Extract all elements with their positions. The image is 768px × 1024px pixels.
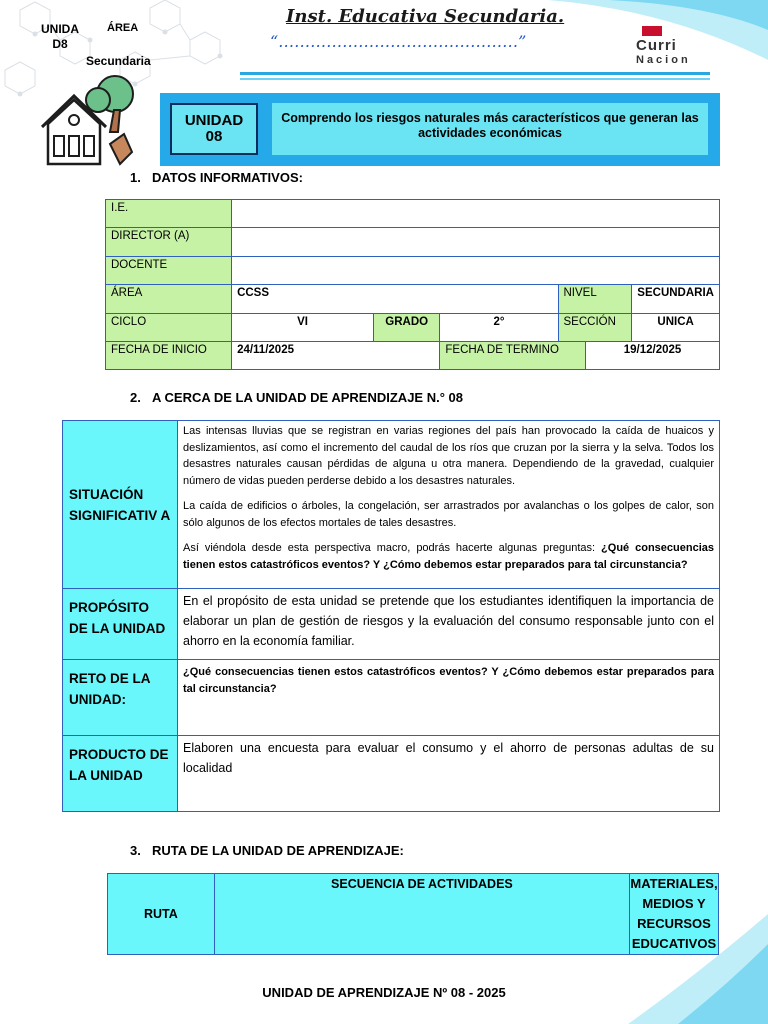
table-row	[108, 874, 719, 955]
table-row	[106, 341, 720, 369]
unit-number: 08	[205, 128, 223, 145]
fecha-inicio-label: FECHA DE INICIO	[106, 341, 232, 369]
reto-content: ¿Qué consecuencias tienen estos catastróficos eventos? Y ¿Cómo debemos estar preparados para tal circunstancia?	[178, 660, 720, 736]
ruta-header: RUTA	[108, 874, 215, 955]
situacion-paragraph-3-question: ¿Qué consecuencias tienen estos catastróficos eventos? Y ¿Cómo debemos estar preparados para tal circunstancia?	[183, 542, 715, 571]
proposito-label: PROPÓSITO DE LA UNIDAD	[63, 589, 178, 660]
unidad-aprendizaje-table	[62, 420, 720, 812]
ruta-unidad-table	[107, 873, 719, 955]
producto-content: Elaboren una encuesta para evaluar el consumo y el ahorro de personas adultas de su localidad	[178, 736, 720, 812]
header-divider	[240, 72, 710, 75]
area-label: ÁREA	[106, 285, 232, 313]
table-row	[106, 256, 720, 284]
fecha-termino-value: 19/12/2025	[586, 341, 720, 369]
section-2-title: A CERCA DE LA UNIDAD DE APRENDIZAJE N.° 08	[152, 390, 463, 405]
datos-informativos-table	[105, 199, 720, 370]
reto-label: RETO DE LA UNIDAD:	[63, 660, 178, 736]
table-row	[63, 660, 720, 736]
situacion-paragraph-3-lead: Así viéndola desde esta perspectiva macro, podrás hacerte algunas preguntas:	[183, 542, 602, 554]
nivel-value: SECUNDARIA	[632, 285, 720, 313]
situacion-paragraph-2: La caída de edificios o árboles, la congelación, ser arrastrados por avalanchas o los golpes de calor, son sólo algunos de los efectos mortales de tales desastres.	[183, 500, 714, 529]
situacion-label: SITUACIÓN SIGNIFICATIV A	[63, 421, 178, 589]
logo-text-line1: Curri	[636, 37, 677, 54]
table-row	[63, 589, 720, 660]
house-tree-disaster-icon	[40, 72, 140, 172]
table-row	[106, 228, 720, 256]
seccion-value: UNICA	[632, 313, 720, 341]
curriculum-logo	[636, 26, 726, 66]
corner-unit-label: UNIDA D8	[41, 22, 79, 51]
table-row	[106, 313, 720, 341]
unit-description: Comprendo los riesgos naturales más característicos que generan las actividades económicas	[272, 103, 708, 155]
footer-unit-label: UNIDAD DE APRENDIZAJE Nº 08 - 2025	[262, 985, 506, 1000]
materiales-header: MATERIALES, MEDIOS Y RECURSOS EDUCATIVOS	[629, 874, 718, 955]
ie-label: I.E.	[106, 200, 232, 228]
section-3-number: 3.	[130, 843, 141, 858]
section-1-heading	[130, 170, 303, 185]
ciclo-value: VI	[232, 313, 374, 341]
area-value: CCSS	[232, 285, 558, 313]
seccion-label: SECCIÓN	[558, 313, 632, 341]
docente-value	[232, 256, 720, 284]
ie-value	[232, 200, 720, 228]
section-3-heading	[130, 843, 404, 858]
ciclo-label: CICLO	[106, 313, 232, 341]
unit-banner	[160, 93, 720, 166]
unit-word: UNIDAD	[184, 112, 244, 129]
fecha-termino-label: FECHA DE TERMINO	[440, 341, 586, 369]
table-row	[63, 421, 720, 589]
table-row	[63, 736, 720, 812]
section-2-heading	[130, 390, 463, 405]
flag-icon	[642, 26, 662, 36]
section-1-title: DATOS INFORMATIVOS:	[152, 170, 303, 185]
situacion-paragraph-1: Las intensas lluvias que se registran en varias regiones del país han provocado la caída de huaicos y deslizamientos, así como el incremento del caudal de los ríos que cruzan por la sierra y la selva. Todos los desastres naturales causan pérdidas de alguna u otra manera. Dependiendo de la gravedad, cualquier número de vidas pueden perderse debido a los desastres naturales.	[183, 425, 714, 487]
section-1-number: 1.	[130, 170, 141, 185]
docente-label: DOCENTE	[106, 256, 232, 284]
header-divider-secondary	[240, 78, 710, 80]
grado-label: GRADO	[373, 313, 439, 341]
director-value	[232, 228, 720, 256]
section-3-title: RUTA DE LA UNIDAD DE APRENDIZAJE:	[152, 843, 404, 858]
nivel-label: NIVEL	[558, 285, 632, 313]
proposito-content: En el propósito de esta unidad se pretende que los estudiantes identifiquen la importancia de elaborar un plan de gestión de riesgos y la evaluación del consumo responsable junto con el ahorro en la economía familiar.	[178, 589, 720, 660]
table-row	[106, 200, 720, 228]
grado-value: 2°	[440, 313, 558, 341]
corner-level-label: Secundaria	[86, 54, 151, 68]
institution-name-placeholder: “………………………………………”	[270, 32, 527, 51]
producto-label: PRODUCTO DE LA UNIDAD	[63, 736, 178, 812]
unit-number-box	[170, 103, 258, 155]
institution-title: Inst. Educativa Secundaria.	[286, 6, 565, 27]
section-2-number: 2.	[130, 390, 141, 405]
corner-area-label: ÁREA	[107, 22, 139, 34]
situacion-paragraph-3	[183, 540, 714, 573]
logo-text-line2: Nacion	[636, 54, 691, 66]
fecha-inicio-value: 24/11/2025	[232, 341, 440, 369]
table-row	[106, 285, 720, 313]
situacion-content	[178, 421, 720, 589]
director-label: DIRECTOR (A)	[106, 228, 232, 256]
secuencia-header: SECUENCIA DE ACTIVIDADES	[214, 874, 629, 955]
